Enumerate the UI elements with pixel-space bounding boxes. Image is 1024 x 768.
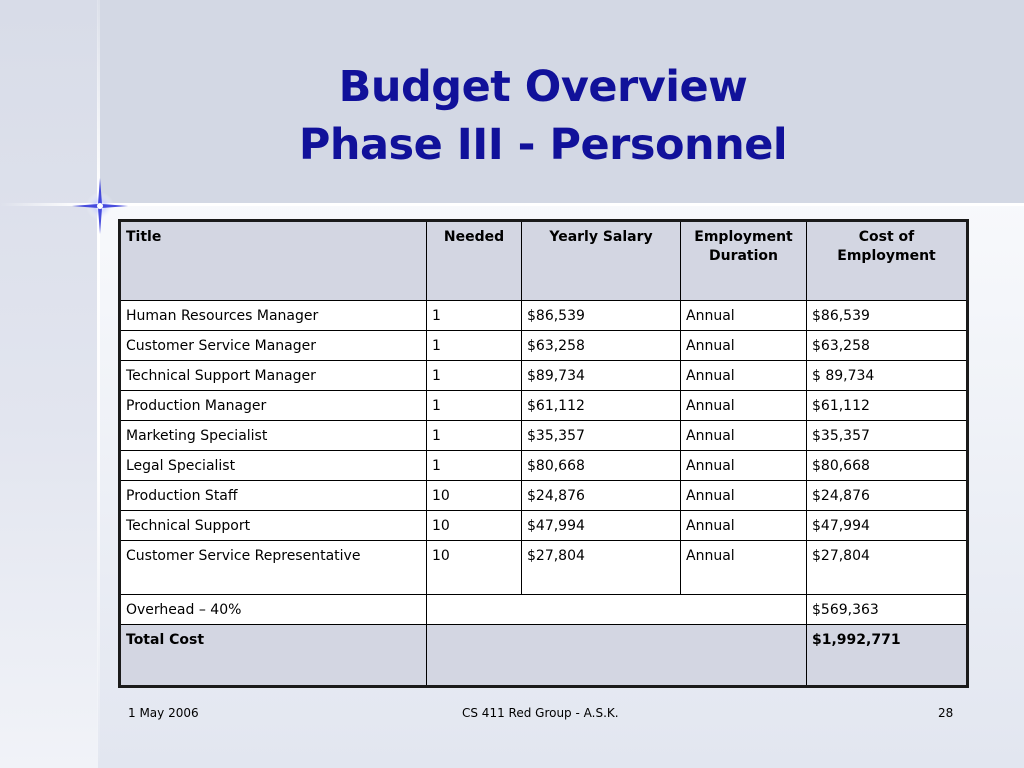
total-label: Total Cost: [120, 625, 427, 687]
horizontal-rule: [0, 203, 1024, 206]
table-cell: Technical Support Manager: [120, 361, 427, 391]
table-cell: Annual: [681, 331, 807, 361]
table-cell: 1: [427, 421, 522, 451]
footer-group: CS 411 Red Group - A.S.K.: [462, 706, 619, 720]
overhead-label: Overhead – 40%: [120, 595, 427, 625]
table-row: [120, 511, 968, 541]
title-line-2: Phase III - Personnel: [298, 120, 788, 170]
table-cell: Annual: [681, 541, 807, 595]
title-line-1: Budget Overview: [338, 62, 748, 112]
table-cell: 10: [427, 541, 522, 595]
table-cell: 1: [427, 361, 522, 391]
table-row: [120, 481, 968, 511]
empty-merged-cell: [427, 625, 807, 687]
table-cell: Annual: [681, 301, 807, 331]
table-cell: $61,112: [807, 391, 968, 421]
table-cell: Technical Support: [120, 511, 427, 541]
left-band: [0, 0, 98, 768]
table-cell: Human Resources Manager: [120, 301, 427, 331]
column-header: Title: [120, 221, 427, 301]
table-cell: 1: [427, 301, 522, 331]
empty-merged-cell: [427, 595, 807, 625]
table-cell: Customer Service Manager: [120, 331, 427, 361]
overhead-row: [120, 595, 968, 625]
table-cell: $24,876: [522, 481, 681, 511]
table-cell: Customer Service Representative: [120, 541, 427, 595]
table-cell: $89,734: [522, 361, 681, 391]
column-header: Employment Duration: [681, 221, 807, 301]
vertical-rule: [97, 0, 100, 768]
table-cell: Marketing Specialist: [120, 421, 427, 451]
table-row: [120, 361, 968, 391]
table-row: [120, 421, 968, 451]
table-cell: Production Manager: [120, 391, 427, 421]
total-value: $1,992,771: [807, 625, 968, 687]
table-cell: $24,876: [807, 481, 968, 511]
table-cell: $27,804: [807, 541, 968, 595]
table-cell: $86,539: [522, 301, 681, 331]
column-header: Cost of Employment: [807, 221, 968, 301]
table-row: [120, 451, 968, 481]
column-header: Needed: [427, 221, 522, 301]
table-cell: $27,804: [522, 541, 681, 595]
table-cell: $63,258: [807, 331, 968, 361]
table-cell: $47,994: [807, 511, 968, 541]
total-row: [120, 625, 968, 687]
column-header: Yearly Salary: [522, 221, 681, 301]
table-cell: Legal Specialist: [120, 451, 427, 481]
table-cell: Production Staff: [120, 481, 427, 511]
footer-page-number: 28: [938, 706, 954, 720]
table-cell: Annual: [681, 481, 807, 511]
table-cell: $35,357: [807, 421, 968, 451]
table-cell: $35,357: [522, 421, 681, 451]
table-cell: 10: [427, 511, 522, 541]
table-header-row: [120, 221, 968, 301]
table-cell: 1: [427, 331, 522, 361]
table-cell: Annual: [681, 451, 807, 481]
table-cell: Annual: [681, 421, 807, 451]
table-row: [120, 391, 968, 421]
budget-table: [118, 219, 969, 688]
table-row: [120, 541, 968, 595]
table-cell: $ 89,734: [807, 361, 968, 391]
table-cell: 1: [427, 451, 522, 481]
table-cell: 1: [427, 391, 522, 421]
table-cell: 10: [427, 481, 522, 511]
table-cell: $80,668: [807, 451, 968, 481]
table-row: [120, 301, 968, 331]
slide-title: [130, 58, 956, 174]
table-cell: $47,994: [522, 511, 681, 541]
table-cell: Annual: [681, 511, 807, 541]
table-cell: Annual: [681, 391, 807, 421]
table-cell: $63,258: [522, 331, 681, 361]
table-cell: $61,112: [522, 391, 681, 421]
footer-date: 1 May 2006: [128, 706, 199, 720]
table-cell: $80,668: [522, 451, 681, 481]
overhead-value: $569,363: [807, 595, 968, 625]
table-row: [120, 331, 968, 361]
table-cell: Annual: [681, 361, 807, 391]
table-cell: $86,539: [807, 301, 968, 331]
